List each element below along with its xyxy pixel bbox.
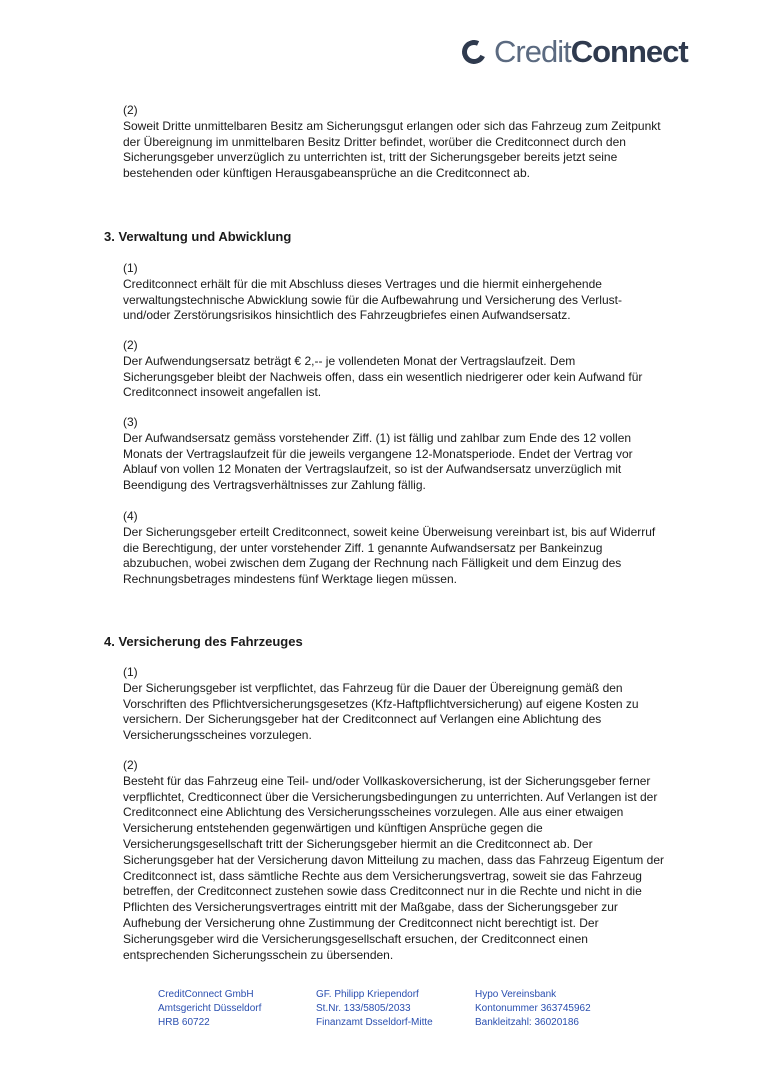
paragraph-number: (4) <box>123 509 138 523</box>
paragraph-text: Der Sicherungsgeber erteilt Creditconnect, soweit keine Überweisung vereinbart ist, bis auf Widerruf die Berechtigung, der unter vorstehender Ziff. 1 genannte Aufwandsersatz per Bankeinzug abzubuchen, wobei zwischen dem Zugang der Rechnung nach Fälligkeit und dem Einzug des Rechnungsbetrages mindestens fünf Werktage liegen müssen. <box>123 524 656 587</box>
section-4-paragraph-1 <box>123 665 703 744</box>
footer-line: Hypo Vereinsbank <box>475 989 557 1000</box>
paragraph-text: Soweit Dritte unmittelbaren Besitz am Sicherungsgut erlangen oder sich das Fahrzeug zum Zeitpunkt der Übereignung im unmittelbaren Besitz Dritter befindet, worüber die Creditconnect durch den Sicherungsgeber unverzüglich zu unterrichten ist, tritt der Sicherungsgeber bereits jetzt seine bestehenden oder künftigen Herausgabeansprüche an die Creditconnect ab. <box>123 118 661 181</box>
section-3-paragraph-4 <box>123 509 703 588</box>
footer-line: Amtsgericht Düsseldorf <box>158 1003 262 1014</box>
paragraph-number: (1) <box>123 261 138 275</box>
paragraph-text: Creditconnect erhält für die mit Abschluss dieses Vertrages und die hiermit einhergehende verwaltungstechnische Abwicklung sowie für die Aufbewahrung und Versicherung des Verlust- und/oder Zerstörungsrisikos hinsichtlich des Fahrzeugbriefes einen Aufwandsersatz. <box>123 276 622 323</box>
paragraph-number: (1) <box>123 665 138 679</box>
section-3-paragraph-1 <box>123 261 703 324</box>
logo-wordmark: CreditConnect <box>494 34 688 69</box>
footer-line: Finanzamt Dsseldorf-Mitte <box>316 1017 433 1028</box>
paragraph-number: (3) <box>123 415 138 429</box>
intro-paragraph <box>123 103 703 182</box>
paragraph-text: Besteht für das Fahrzeug eine Teil- und/oder Vollkaskoversicherung, ist der Sicherungsgeber ferner verpflichtet, Credticonnect über die Versicherungsbedingungen zu unterrichten. Auf Verlangen ist der Creditconnect eine Ablichtung des Versicherungsscheines vorzulegen. Alle aus einer etwaigen Versicherung entstehenden gegenwärtigen und künftigen Ansprüche gegen die Versicherungsgesellschaft tritt der Sicherungsgeber hiermit an die Creditconnect ab. Der Sicherungsgeber hat der Versicherung davon Mitteilung zu machen, dass das Fahrzeug Eigentum der Creditconnect ist, dass sämtliche Rechte aus dem Versicherungsvertrag, soweit sie das Fahrzeug betreffen, der Creditconnect zustehen sowie dass Creditconnect nur in die Rechte und nicht in die Pflichten des Versicherungsvertrages eintritt mit der Maßgabe, dass der Sicherungsgeber zur Aufhebung der Versicherung ohne Zustimmung der Creditconnect nicht berechtigt ist. Der Sicherungsgeber wird die Versicherungsgesellschaft ersuchen, der Creditconnect einen entsprechenden Sicherungsschein zu übersenden. <box>123 773 664 962</box>
footer-line: HRB 60722 <box>158 1017 210 1028</box>
paragraph-text: Der Sicherungsgeber ist verpflichtet, das Fahrzeug für die Dauer der Übereignung gemäß den Vorschriften des Pflichtversicherungsgesetzes (Kfz-Haftpflichtversicherung) auf eigene Kosten zu versichern. Der Sicherungsgeber hat der Creditconnect auf Verlangen eine Ablichtung des Versicherungsscheines vorzulegen. <box>123 680 639 743</box>
section-3-heading: 3. Verwaltung und Abwicklung <box>104 229 292 244</box>
creditconnect-logo <box>462 36 688 67</box>
footer-bank-info <box>475 988 591 1030</box>
paragraph-number: (2) <box>123 758 138 772</box>
footer-line: St.Nr. 133/5805/2033 <box>316 1003 411 1014</box>
paragraph-number: (2) <box>123 103 138 117</box>
footer-line: Kontonummer 363745962 <box>475 1003 591 1014</box>
footer-line: Bankleitzahl: 36020186 <box>475 1017 579 1028</box>
paragraph-text: Der Aufwandsersatz gemäss vorstehender Ziff. (1) ist fällig und zahlbar zum Ende des 12 vollen Monats der Vertragslaufzeit für die jeweils vergangene 12-Monatsperiode. Endet der Vertrag vor Ablauf von vollen 12 Monaten der Vertragslaufzeit, so ist der Aufwandsersatz unverzüglich mit Beendigung des Vertragsverhältnisses zur Zahlung fällig. <box>123 430 633 493</box>
paragraph-number: (2) <box>123 338 138 352</box>
footer-tax-info <box>316 988 433 1030</box>
footer-line: CreditConnect GmbH <box>158 989 254 1000</box>
section-4-paragraph-2 <box>123 758 703 963</box>
section-3-paragraph-3 <box>123 415 703 494</box>
paragraph-text: Der Aufwendungsersatz beträgt € 2,-- je vollendeten Monat der Vertragslaufzeit. Dem Sicherungsgeber bleibt der Nachweis offen, dass ein wesentlich niedrigerer oder kein Aufwand für Creditconnect insoweit angefallen ist. <box>123 353 643 400</box>
section-4-heading: 4. Versicherung des Fahrzeuges <box>104 634 303 649</box>
footer-company-info <box>158 988 261 1030</box>
logo-ring-icon <box>459 36 490 67</box>
section-3-paragraph-2 <box>123 338 703 401</box>
footer-line: GF. Philipp Kriependorf <box>316 989 419 1000</box>
